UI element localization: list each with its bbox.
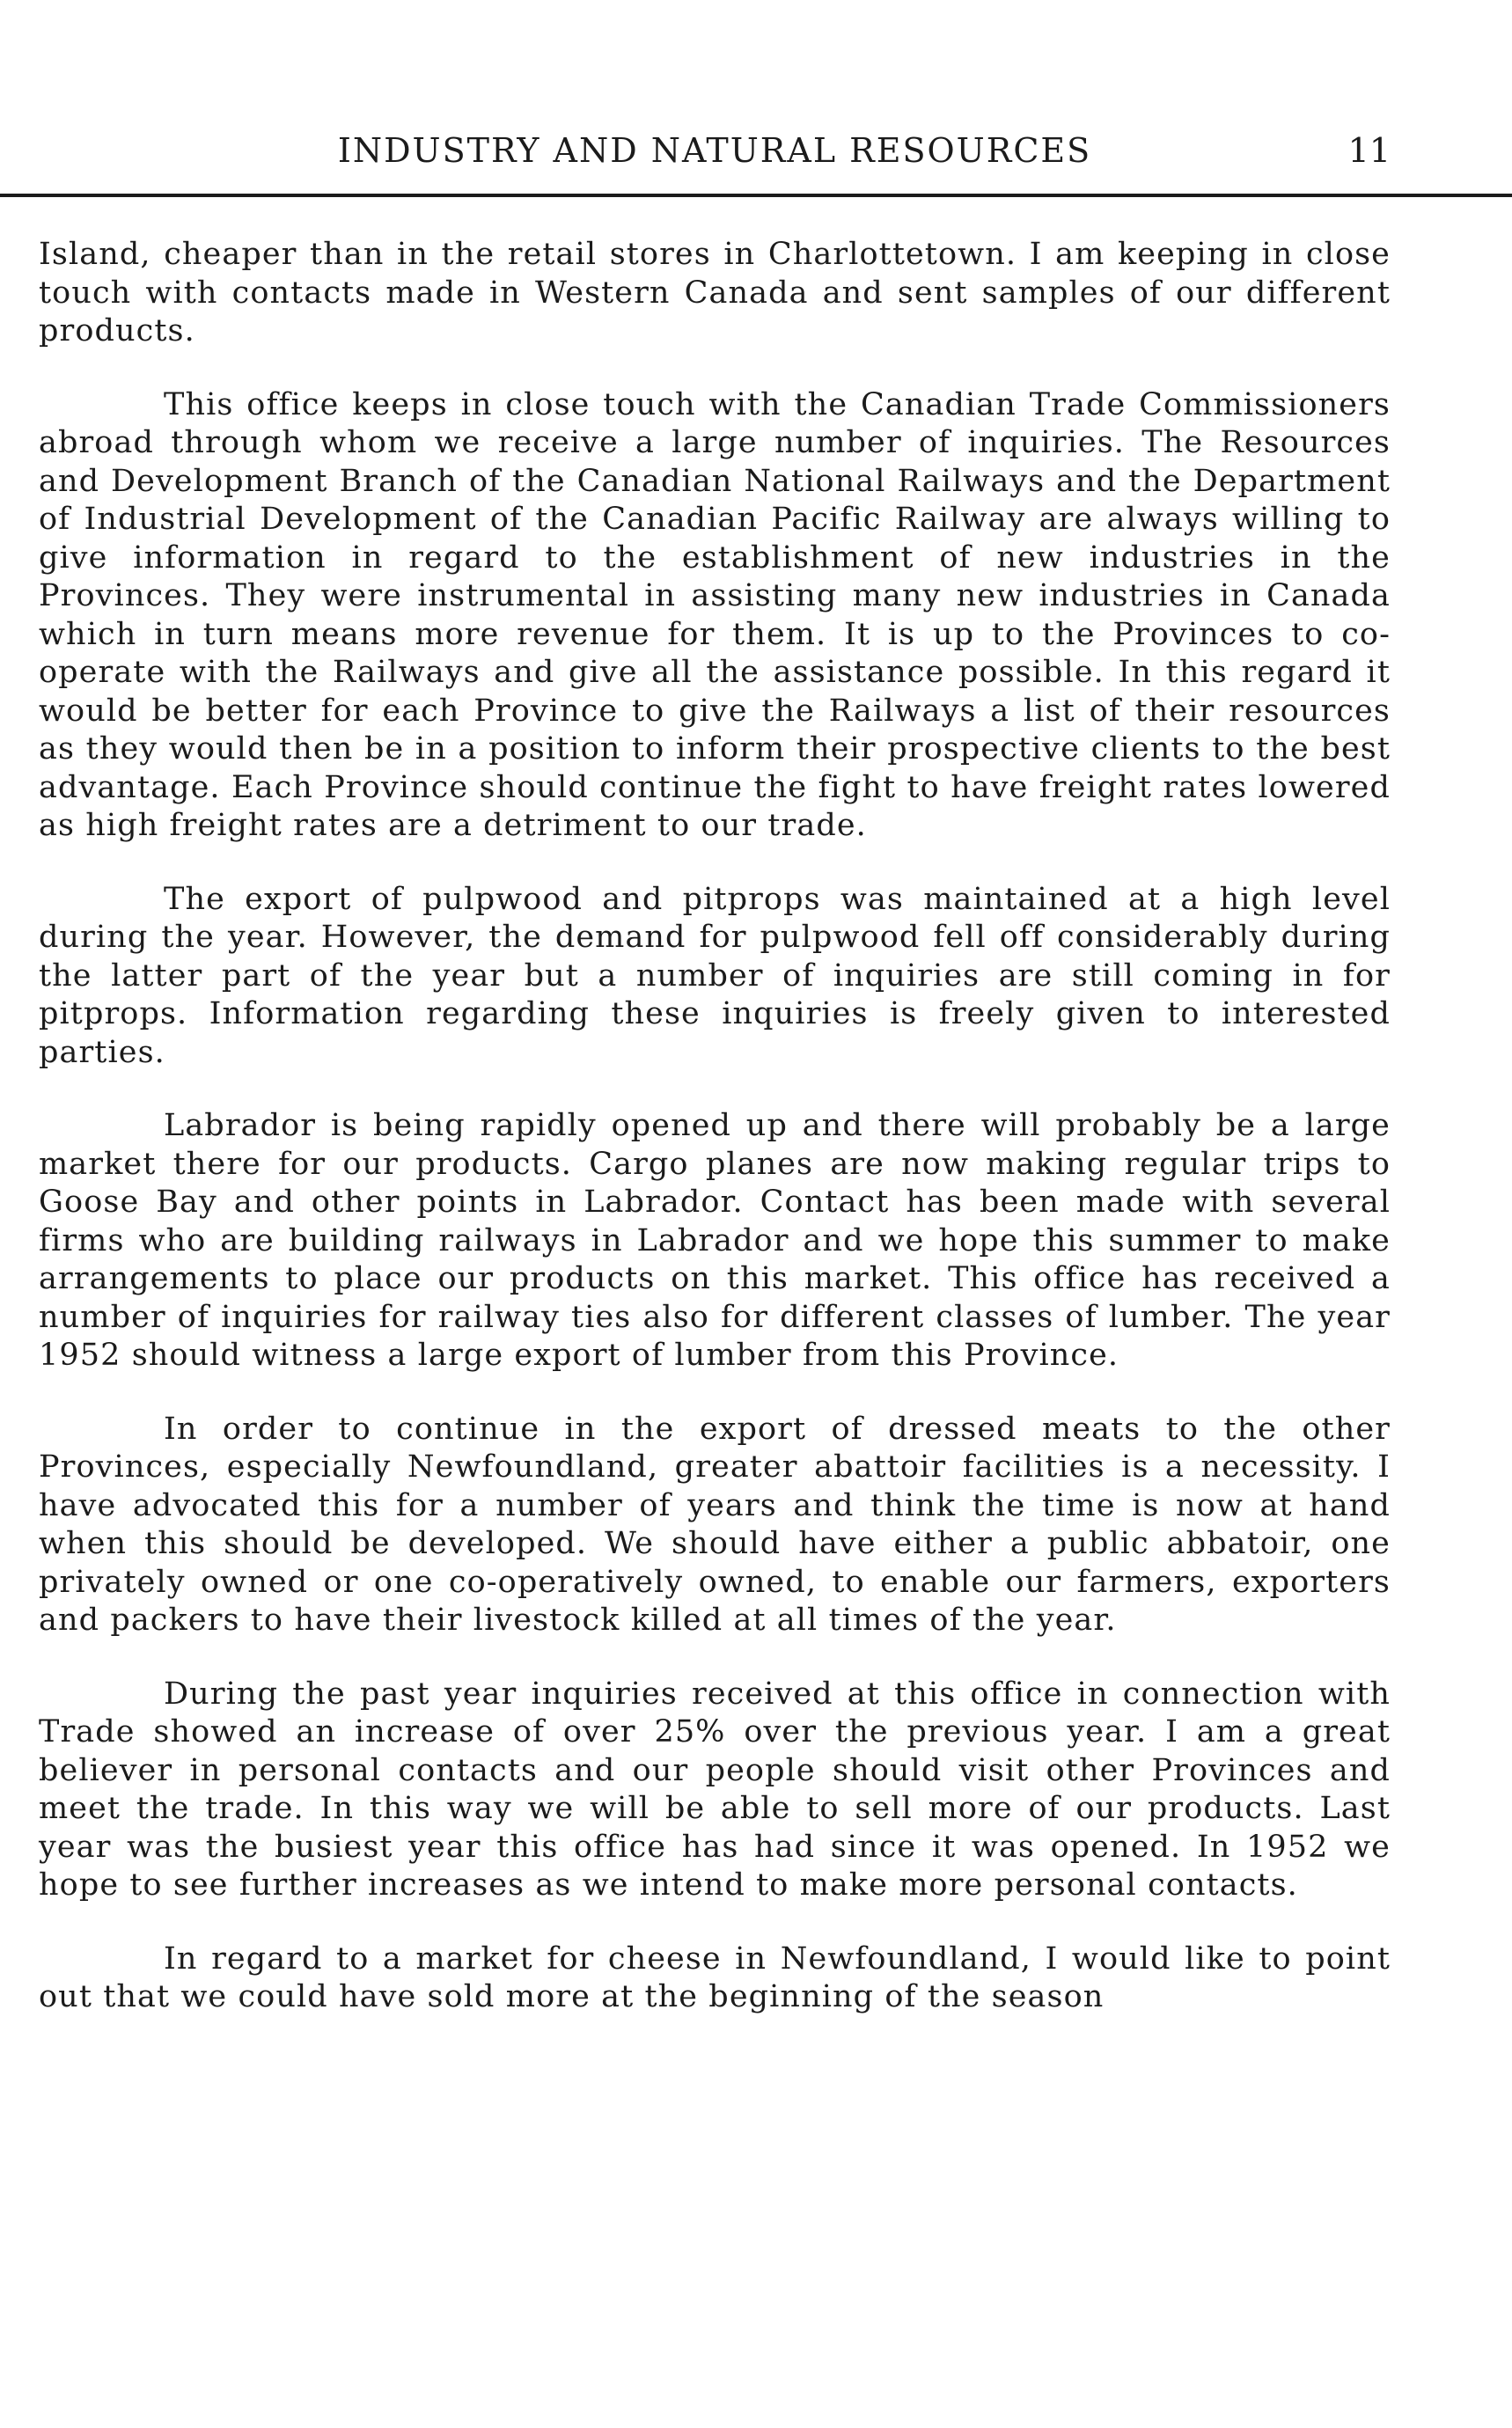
paragraph-3: The export of pulpwood and pitprops was maintained at a high level during the year. However, the demand for pulpwood fell off considerably during the latter part of the year but a number of inquiries are still coming in for pitprops. Information regarding these inquiries is freely given to interested parties. [39, 881, 1391, 1070]
paragraph-1: Island, cheaper than in the retail stores in Charlottetown. I am keeping in close touch with contacts made in Western Canada and sent samples of our different products. [39, 237, 1391, 348]
paragraph-7: In regard to a market for cheese in Newfoundland, I would like to point out that we could have sold more at the beginning of the season [39, 1940, 1391, 2014]
page-number: 11 [1347, 131, 1391, 170]
paragraph-4: Labrador is being rapidly opened up and there will probably be a large market there for our products. Cargo planes are now making regular trips to Goose Bay and other points in Labrador. Contact has been made with several firms who are building railways in Labrador and we hope this summer to make arrangements to place our products on this market. This office has received a number of inquiries for railway ties also for different classes of lumber. The year 1952 should witness a large export of lumber from this Province. [39, 1108, 1391, 1373]
paragraph-6: During the past year inquiries received at this office in connection with Trade showed an increase of over 25% over the previous year. I am a great believer in personal contacts and our people should visit other Provinces and meet the trade. In this way we will be able to sell more of our products. Last year was the busiest year this office has had since it was opened. In 1952 we hope to see further increases as we intend to make more personal contacts. [39, 1676, 1391, 1903]
paragraph-5: In order to continue in the export of dressed meats to the other Provinces, especially Newfoundland, greater abattoir facilities is a necessity. I have advocated this for a number of years and think the time is now at hand when this should be developed. We should have either a public abbatoir, one privately owned or one co-operatively owned, to enable our farmers, exporters and packers to have their livestock killed at all times of the year. [39, 1411, 1391, 1638]
body-text [39, 236, 1391, 2052]
page-header [39, 0, 1391, 176]
header-rule [0, 194, 1512, 197]
running-head: INDUSTRY AND NATURAL RESOURCES [337, 131, 1092, 170]
paragraph-2: This office keeps in close touch with the Canadian Trade Commissioners abroad through whom we receive a large number of inquiries. The Resources and Development Branch of the Canadian National Railways and the Department of Industrial Development of the Canadian Pacific Railway are always willing to give information in regard to the establishment of new industries in the Provinces. They were instrumental in assisting many new industries in Canada which in turn means more revenue for them. It is up to the Provinces to co-operate with the Railways and give all the assistance possible. In this regard it would be better for each Province to give the Railways a list of their resources as they would then be in a position to inform their prospective clients to the best advantage. Each Province should continue the fight to have freight rates lowered as high freight rates are a detriment to our trade. [39, 386, 1391, 843]
